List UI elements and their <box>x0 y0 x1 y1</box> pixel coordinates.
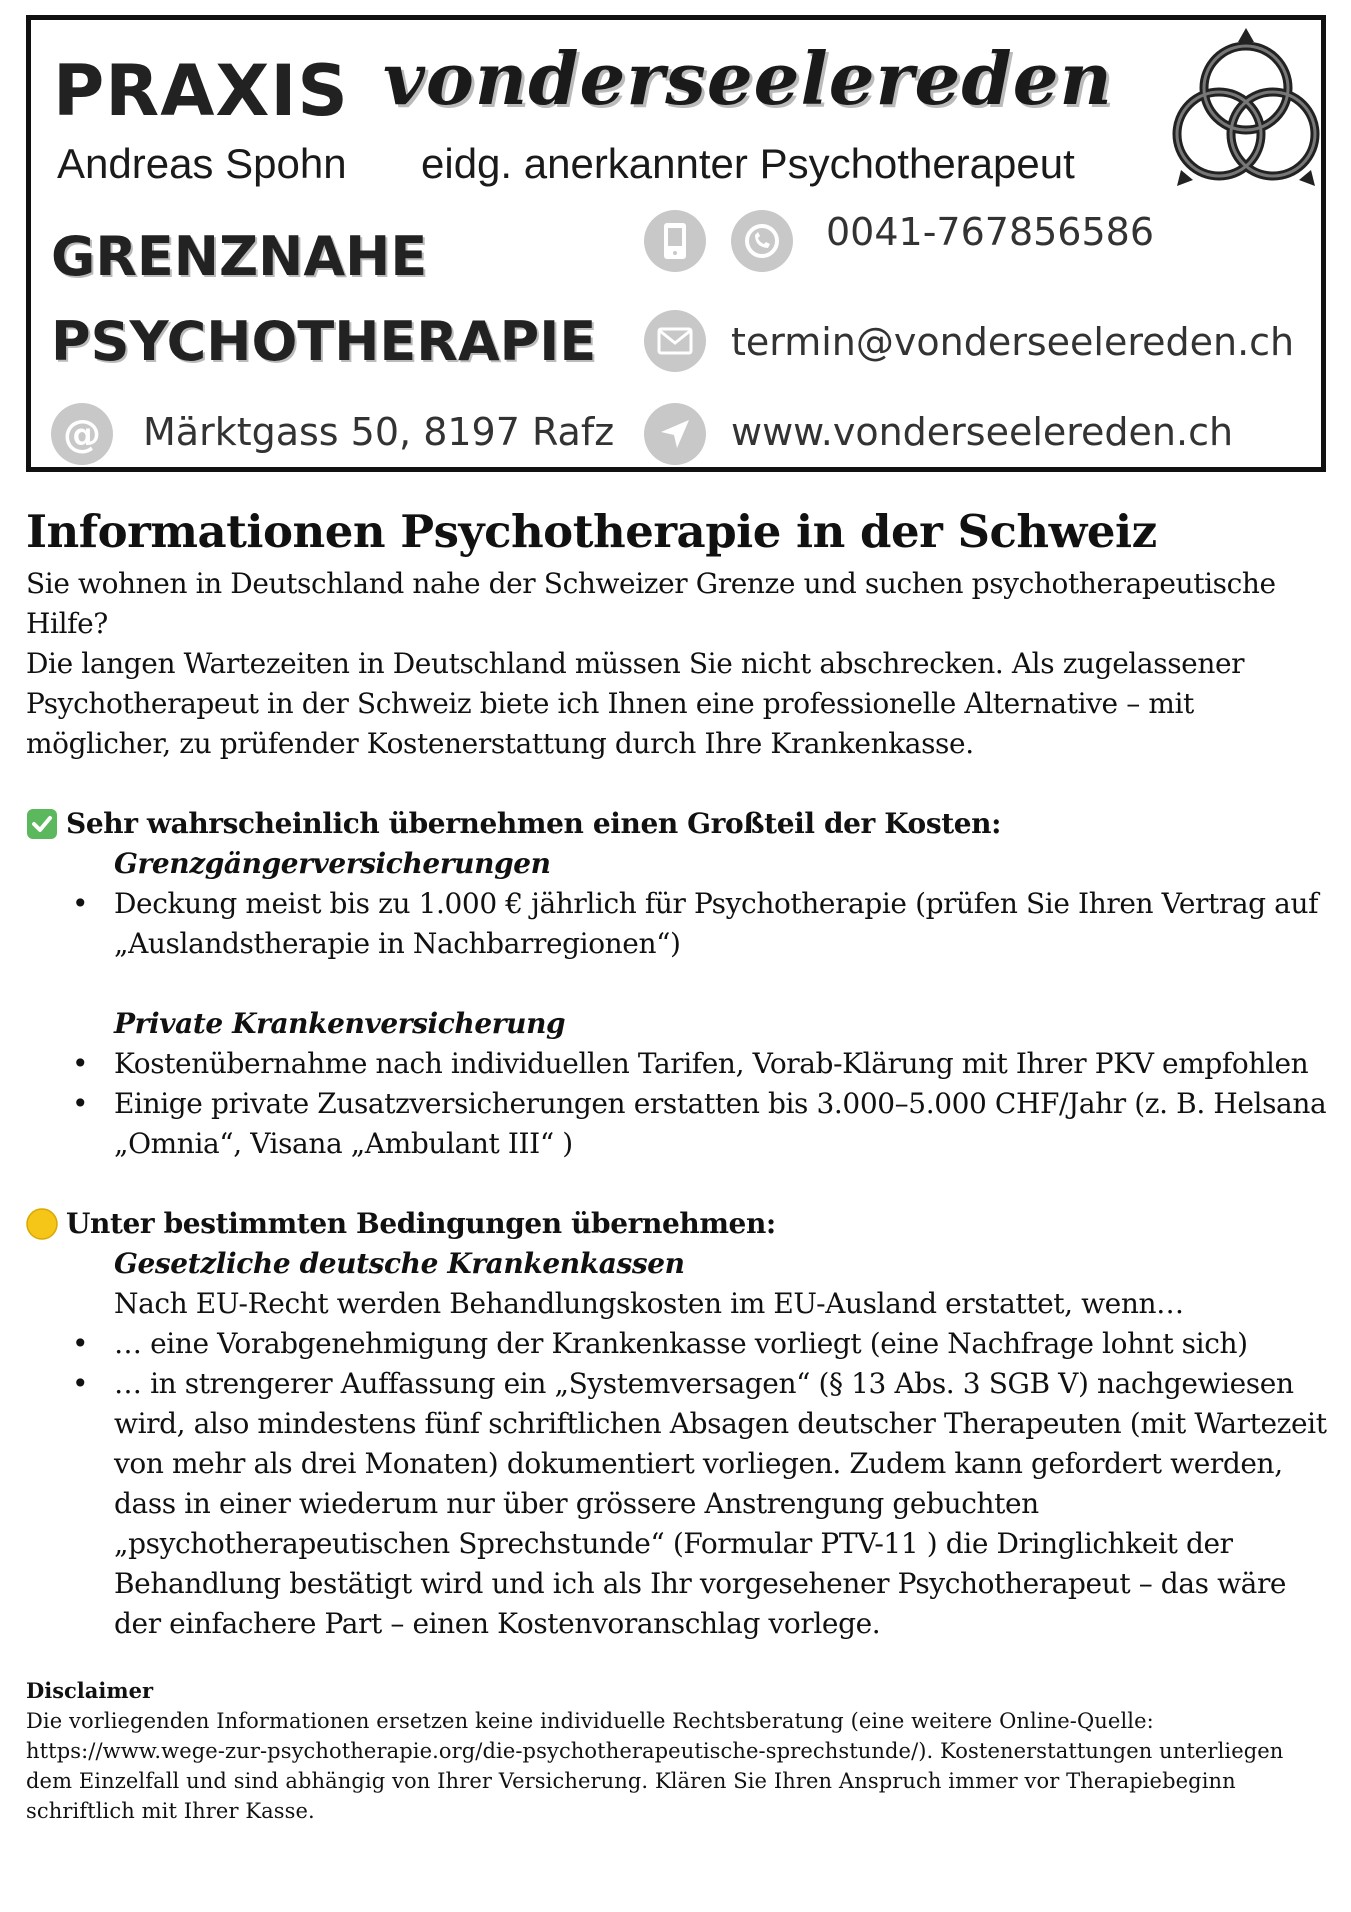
subheading-private-insurance: Private Krankenversicherung <box>114 1007 566 1040</box>
disclaimer-title: Disclaimer <box>26 1678 154 1703</box>
subheading-statutory-insurance: Gesetzliche deutsche Krankenkassen <box>114 1247 685 1280</box>
intro-paragraph-2: Die langen Wartezeiten in Deutschland müssen Sie nicht abschrecken. Als zugelassener Psychotherapeut in der Schweiz biete ich Ihnen eine professionelle Alternative – mit möglicher, zu prüfender Kostenerstattung durch Ihre Krankenkasse. <box>26 647 1245 760</box>
navigation-arrow-icon <box>644 403 706 465</box>
tagline-line-2: PSYCHOTHERAPIE <box>51 310 597 373</box>
main-content <box>26 490 1331 1826</box>
yellow-circle-icon <box>26 1208 58 1240</box>
section-heading-text: Sehr wahrscheinlich übernehmen einen Großteil der Kosten: <box>66 807 1002 840</box>
therapist-name: Andreas Spohn <box>57 140 347 187</box>
tagline-line-1: GRENZNAHE <box>51 225 428 288</box>
private-insurance-list <box>26 1044 1331 1164</box>
subheading-cross-border: Grenzgängerversicherungen <box>114 847 551 880</box>
list-item: • … eine Vorabgenehmigung der Krankenkasse vorliegt (eine Nachfrage lohnt sich) <box>26 1324 1331 1364</box>
list-item: • Einige private Zusatzversicherungen erstatten bis 3.000–5.000 CHF/Jahr (z. B. Helsana „Omnia“, Visana „Ambulant III“ ) <box>26 1084 1331 1164</box>
section-heading-likely <box>26 804 1331 844</box>
list-item: • Kostenübernahme nach individuellen Tarifen, Vorab-Klärung mit Ihrer PKV empfohlen <box>26 1044 1331 1084</box>
list-item: • … in strengerer Auffassung ein „Systemversagen“ (§ 13 Abs. 3 SGB V) nachgewiesen wird, also mindestens fünf schriftlichen Absagen deutscher Therapeuten (mit Wartezeit von mehr als drei Monaten) dokumentiert vorliegen. Zudem kann gefordert werden, dass in einer wiederum nur über grössere Anstrengung gebuchten „psychotherapeutischen Sprechstunde“ (Formular PTV-11 ) die Dringlichkeit der Behandlung bestätigt wird und ich als Ihr vorgesehener Psychotherapeut – das wäre der einfachere Part – einen Kostenvoranschlag vorlege. <box>26 1364 1331 1644</box>
praxis-label: PRAXIS <box>53 50 349 132</box>
brand-name: vonderseelereden <box>383 36 1113 121</box>
email-address[interactable]: termin@vonderseelereden.ch <box>731 320 1295 364</box>
address: Märktgass 50, 8197 Rafz <box>143 410 615 454</box>
page-title: Informationen Psychotherapie in der Schweiz <box>26 505 1157 558</box>
conditions-list <box>26 1324 1331 1644</box>
triquetra-logo-icon <box>1171 26 1321 196</box>
section-heading-text: Unter bestimmten Bedingungen übernehmen: <box>66 1207 776 1240</box>
whatsapp-icon <box>731 210 793 272</box>
header-banner <box>26 15 1326 472</box>
list-item: • Deckung meist bis zu 1.000 € jährlich für Psychotherapie (prüfen Sie Ihren Vertrag auf „Auslandstherapie in Nachbarregionen“) <box>26 884 1331 964</box>
mobile-phone-icon <box>644 210 706 272</box>
eu-law-lead: Nach EU-Recht werden Behandlungskosten im EU-Ausland erstattet, wenn… <box>114 1287 1184 1320</box>
mail-icon <box>644 310 706 372</box>
phone-number[interactable]: 0041-767856586 <box>826 210 1155 254</box>
therapist-title: eidg. anerkannter Psychotherapeut <box>421 140 1075 187</box>
at-sign-icon: @ <box>51 403 113 465</box>
section-heading-conditional <box>26 1204 1331 1244</box>
check-mark-icon <box>26 808 58 840</box>
website-link[interactable]: www.vonderseelereden.ch <box>731 410 1234 454</box>
disclaimer-text: Die vorliegenden Informationen ersetzen keine individuelle Rechtsberatung (eine weitere Online-Quelle: https://www.wege-zur-psychotherapie.org/die-psychotherapeutische-sprechstunde/). Kostenerstattungen unterliegen dem Einzelfall und sind abhängig von Ihrer Versicherung. Klären Sie Ihren Anspruch immer vor Therapiebeginn schriftlich mit Ihrer Kasse. <box>26 1709 1284 1823</box>
cross-border-list <box>26 884 1331 964</box>
intro-paragraph-1: Sie wohnen in Deutschland nahe der Schweizer Grenze und suchen psychotherapeutische Hilfe? <box>26 567 1276 640</box>
